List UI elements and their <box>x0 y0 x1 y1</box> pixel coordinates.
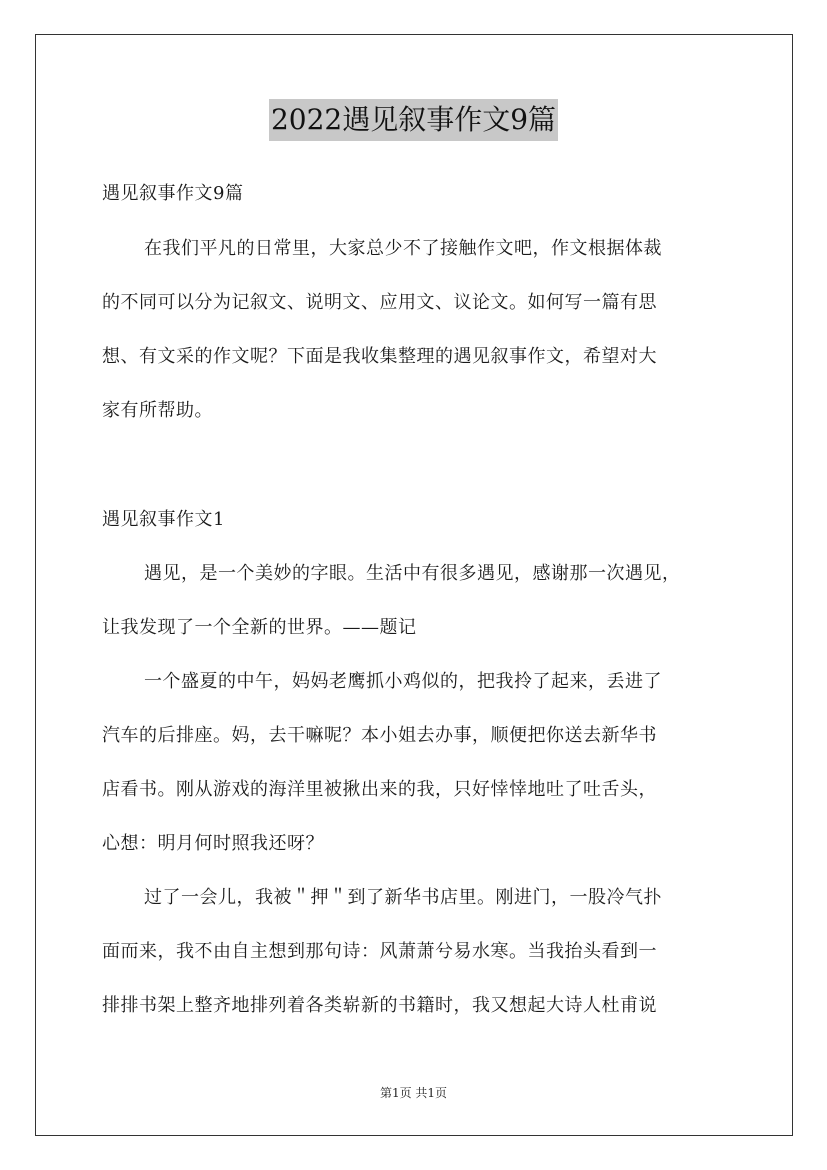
paragraph-line: 店看书。刚从游戏的海洋里被揪出来的我，只好悻悻地吐了吐舌头， <box>102 779 657 800</box>
paragraph-line: 心想：明月何时照我还呀？ <box>102 833 324 854</box>
section-heading: 遇见叙事作文9篇 <box>102 183 244 204</box>
paragraph-line: 想、有文采的作文呢？下面是我收集整理的遇见叙事作文，希望对大 <box>102 346 657 367</box>
paragraph-line: 过了一会儿，我被＂押＂到了新华书店里。刚进门，一股冷气扑 <box>144 887 662 908</box>
paragraph-line: 家有所帮助。 <box>102 400 213 421</box>
paragraph-line: 汽车的后排座。妈，去干嘛呢？本小姐去办事，顺便把你送去新华书 <box>102 725 657 746</box>
section-heading: 遇见叙事作文1 <box>102 509 225 530</box>
paragraph-line: 让我发现了一个全新的世界。——题记 <box>102 617 417 638</box>
title-container <box>0 99 827 141</box>
paragraph-line: 面而来，我不由自主想到那句诗：风萧萧兮易水寒。当我抬头看到一 <box>102 941 657 962</box>
page-number: 第1页 共1页 <box>379 1086 448 1100</box>
paragraph-line: 遇见，是一个美妙的字眼。生活中有很多遇见，感谢那一次遇见， <box>144 563 681 584</box>
paragraph-line: 一个盛夏的中午，妈妈老鹰抓小鸡似的，把我拎了起来，丢进了 <box>144 671 662 692</box>
paragraph-line: 排排书架上整齐地排列着各类崭新的书籍时，我又想起大诗人杜甫说 <box>102 995 657 1016</box>
paragraph-line: 在我们平凡的日常里，大家总少不了接触作文吧，作文根据体裁 <box>144 238 662 259</box>
document-title: 2022遇见叙事作文9篇 <box>269 99 558 141</box>
paragraph-line: 的不同可以分为记叙文、说明文、应用文、议论文。如何写一篇有思 <box>102 292 657 313</box>
